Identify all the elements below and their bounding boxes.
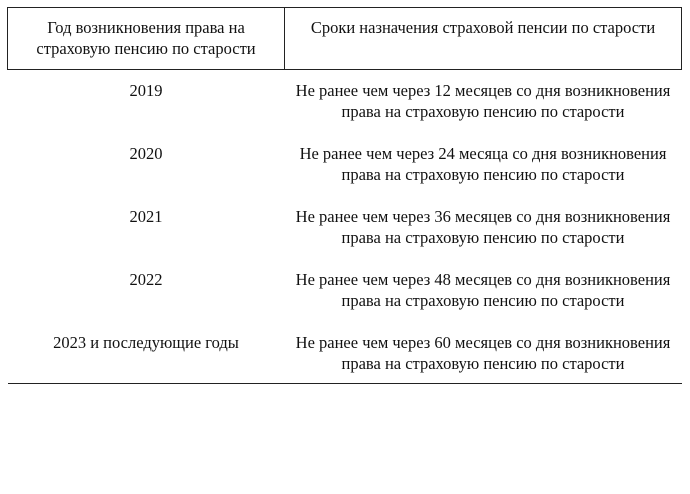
table-row [8,196,682,259]
table-row [8,133,682,196]
year-cell: 2019 [129,81,163,100]
year-cell: 2022 [129,270,163,289]
term-cell: Не ранее чем через 24 месяца со дня возникновения права на страховую пенсию по старости [299,144,667,184]
year-cell: 2021 [129,207,163,226]
header-year: Год возникновения права на страховую пенсию по старости [8,8,285,70]
header-term: Сроки назначения страховой пенсии по старости [285,8,682,70]
table-row [8,322,682,384]
header-row [8,8,682,70]
table-body [8,70,682,384]
year-cell: 2020 [129,144,163,163]
table-row [8,70,682,134]
term-cell: Не ранее чем через 12 месяцев со дня возникновения права на страховую пенсию по старости [295,81,671,121]
term-cell: Не ранее чем через 48 месяцев со дня возникновения права на страховую пенсию по старости [295,270,671,310]
year-cell: 2023 и последующие годы [8,322,285,384]
pension-terms-table [7,7,682,384]
term-cell: Не ранее чем через 60 месяцев со дня возникновения права на страховую пенсию по старости [285,322,682,384]
table-row [8,259,682,322]
table-header [8,8,682,70]
term-cell: Не ранее чем через 36 месяцев со дня возникновения права на страховую пенсию по старости [295,207,671,247]
